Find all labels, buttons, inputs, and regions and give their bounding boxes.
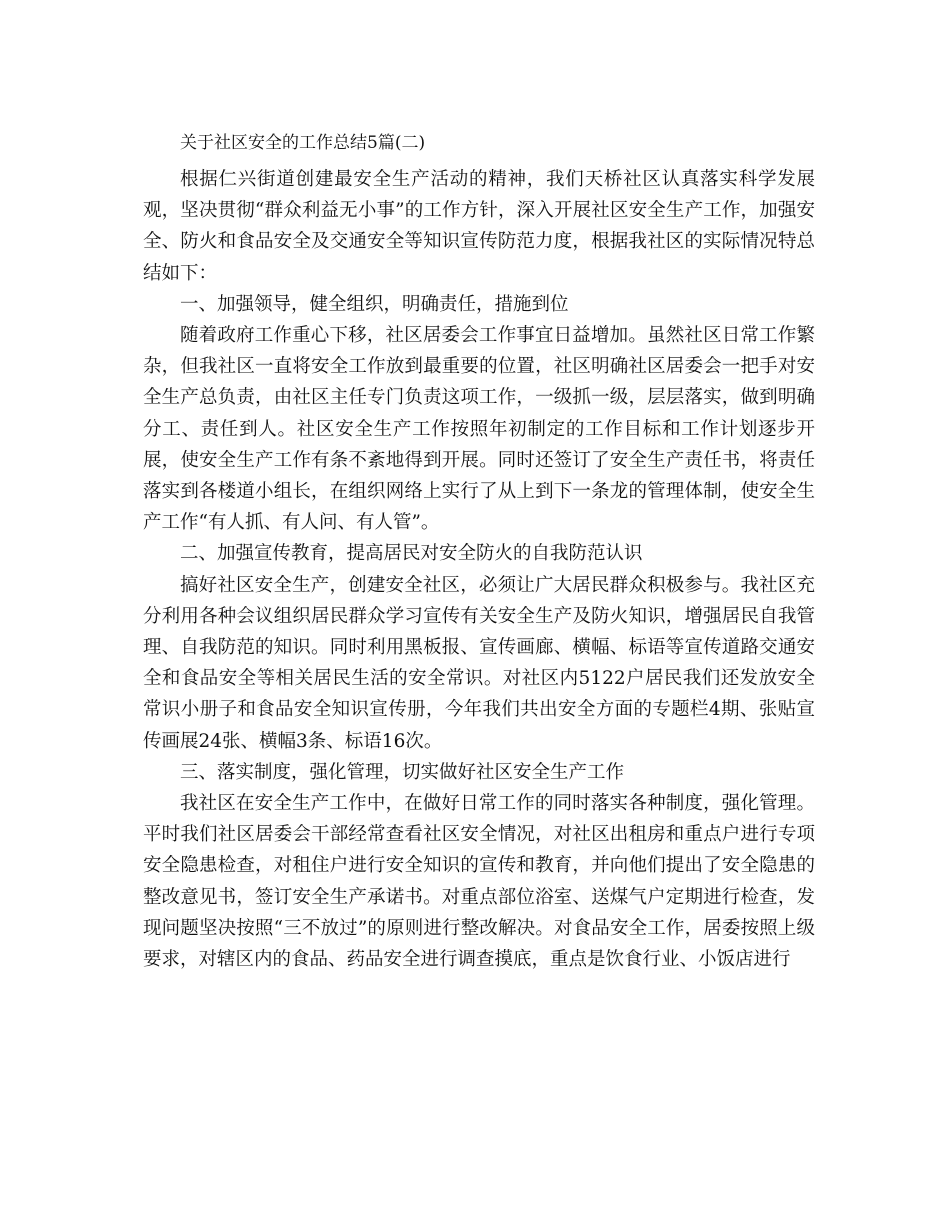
document-title: 关于社区安全的工作总结5篇(二): [180, 133, 426, 153]
section-heading-3: 三、落实制度，强化管理，切实做好社区安全生产工作: [180, 761, 625, 783]
section-3-paragraph: 我社区在安全生产工作中，在做好日常工作的同时落实各种制度，强化管理。平时我们社区居委会干部经常查看社区安全情况，对社区出租房和重点户进行专项安全隐患检查，对租住户进行安全知识的宣传和教育，并向他们提出了安全隐患的整改意见书，签订安全生产承诺书。对重点部位浴室、送煤气户定期进行检查，发现问题坚决按照“三不放过”的原则进行整改解决。对食品安全工作，居委按照上级要求，对辖区内的食品、药品安全进行调查摸底，重点是饮食行业、小饭店进行: [143, 793, 815, 971]
section-2-paragraph: 搞好社区安全生产，创建安全社区，必须让广大居民群众积极参与。我社区充分利用各种会议组织居民群众学习宣传有关安全生产及防火知识，增强居民自我管理、自我防范的知识。同时利用黑板报、宣传画廊、横幅、标语等宣传道路交通安全和食品安全等相关居民生活的安全常识。对社区内5122户居民我们还发放安全常识小册子和食品安全知识宣传册，今年我们共出安全方面的专题栏4期、张贴宣传画展24张、横幅3条、标语16次。: [143, 574, 815, 752]
section-heading-2: 二、加强宣传教育，提高居民对安全防火的自我防范认识: [180, 543, 643, 565]
section-1-paragraph: 随着政府工作重心下移，社区居委会工作事宜日益增加。虽然社区日常工作繁杂，但我社区一直将安全工作放到最重要的位置，社区明确社区居委会一把手对安全生产总负责，由社区主任专门负责这项工作，一级抓一级，层层落实，做到明确分工、责任到人。社区安全生产工作按照年初制定的工作目标和工作计划逐步开展，使安全生产工作有条不紊地得到开展。同时还签订了安全生产责任书，将责任落实到各楼道小组长，在组织网络上实行了从上到下一条龙的管理体制，使安全生产工作“有人抓、有人问、有人管”。: [143, 325, 815, 534]
document-body: [143, 130, 815, 975]
section-heading-1: 一、加强领导，健全组织，明确责任，措施到位: [180, 293, 569, 315]
intro-paragraph: 根据仁兴街道创建最安全生产活动的精神，我们天桥社区认真落实科学发展观，坚决贯彻“群众利益无小事”的工作方针，深入开展社区安全生产工作，加强安全、防火和食品安全及交通安全等知识宣传防范力度，根据我社区的实际情况特总结如下：: [143, 169, 815, 284]
